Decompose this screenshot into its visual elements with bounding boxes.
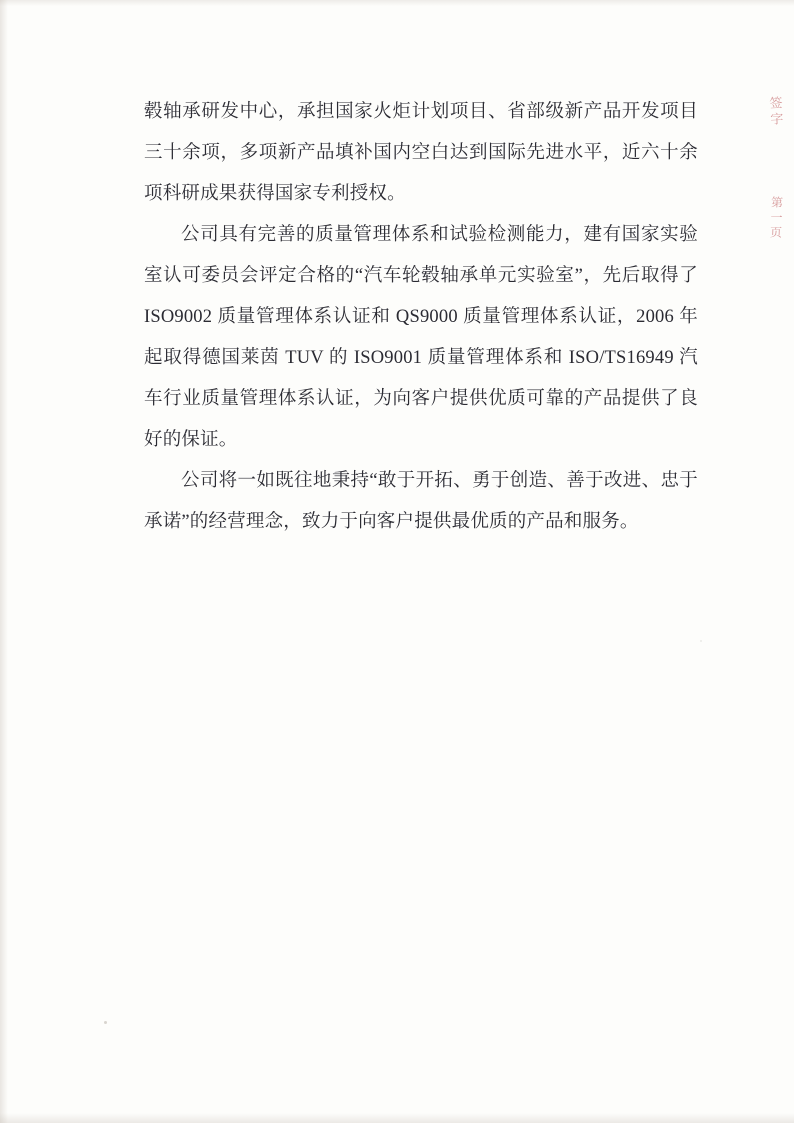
scan-speck xyxy=(700,640,702,642)
margin-annotation: 签字 xyxy=(767,95,784,129)
paragraph: 公司具有完善的质量管理体系和试验检测能力，建有国家实验室认可委员会评定合格的“汽车轮毂轴承单元实验室”，先后取得了 ISO9002 质量管理体系认证和 QS9000 质量管理体系认证，2006 年起取得德国莱茵 TUV 的 ISO9001 质量管理体系和 ISO/TS16949 汽车行业质量管理体系认证，为向客户提供优质可靠的产品提供了良好的保证。 xyxy=(144,225,698,450)
page-edge-shadow-left xyxy=(0,0,8,1123)
scan-speck xyxy=(104,1021,107,1024)
page-edge-shadow-bottom xyxy=(0,1113,794,1123)
paragraph: 公司将一如既往地秉持“敢于开拓、勇于创造、善于改进、忠于承诺”的经营理念，致力于向客户提供最优质的产品和服务。 xyxy=(144,471,698,532)
page-edge-shadow-top xyxy=(0,0,794,6)
margin-annotation: 第一页 xyxy=(768,195,784,242)
document-body xyxy=(144,92,698,543)
paragraph: 毂轴承研发中心，承担国家火炬计划项目、省部级新产品开发项目三十余项，多项新产品填补国内空白达到国际先进水平，近六十余项科研成果获得国家专利授权。 xyxy=(144,102,698,204)
